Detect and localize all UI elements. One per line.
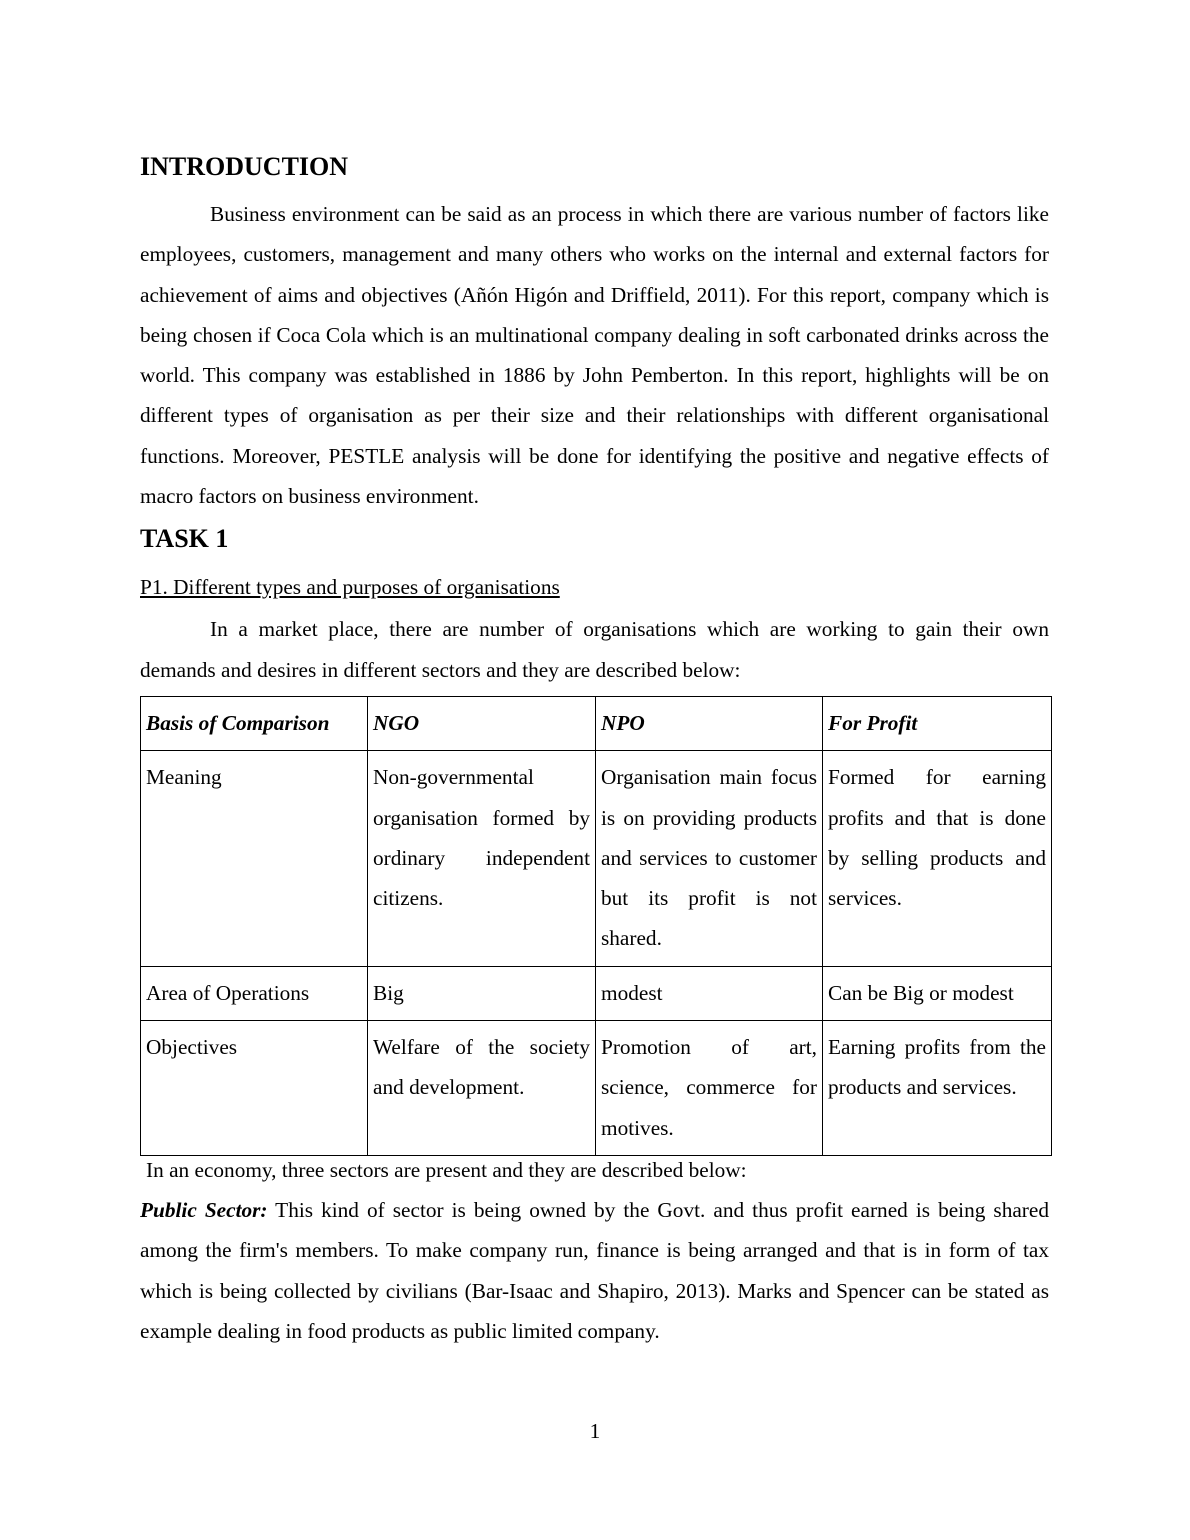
page-number: 1 <box>589 1419 601 1443</box>
document-page <box>140 150 1049 1351</box>
table-cell: Promotion of art, science, commerce for motives. <box>596 1021 823 1156</box>
public-sector-text: This kind of sector is being owned by the Govt. and thus profit earned is being shared among the firm's members. To make company run, finance is being arranged and that is in form of tax which is being collected by civilians (Bar-Isaac and Shapiro, 2013). Marks and Spencer can be stated as example dealing in food products as public limited company. <box>140 1197 1050 1343</box>
public-sector-paragraph <box>140 1190 1049 1351</box>
task1-subheading: P1. Different types and purposes of organisations <box>140 575 560 600</box>
task1-heading: TASK 1 <box>140 524 229 554</box>
introduction-heading: INTRODUCTION <box>140 152 349 181</box>
table-row <box>141 966 1052 1020</box>
table-cell: Earning profits from the products and services. <box>823 1021 1052 1156</box>
table-header-row <box>141 696 1052 750</box>
table-header-cell: NGO <box>368 696 596 750</box>
table-header-cell: NPO <box>596 696 823 750</box>
table-cell: Area of Operations <box>141 966 368 1020</box>
task1-paragraph: In a market place, there are number of organisations which are working to gain their own demands and desires in different sectors and they are described below: <box>140 617 1049 682</box>
table-cell: modest <box>596 966 823 1020</box>
table-cell: Welfare of the society and development. <box>368 1021 596 1156</box>
table-cell: Meaning <box>141 751 368 966</box>
public-sector-label: Public Sector: <box>140 1197 268 1222</box>
sectors-intro: In an economy, three sectors are present and they are described below: <box>146 1157 747 1182</box>
table-cell: Non-governmental organisation formed by ordinary independent citizens. <box>368 751 596 966</box>
table-cell: Big <box>368 966 596 1020</box>
comparison-table <box>140 696 1052 1156</box>
table-cell: Organisation main focus is on providing products and services to customer but its profit is not shared. <box>596 751 823 966</box>
table-cell: Formed for earning profits and that is done by selling products and services. <box>823 751 1052 966</box>
table-cell: Objectives <box>141 1021 368 1156</box>
table-header-cell: For Profit <box>823 696 1052 750</box>
table-row <box>141 1021 1052 1156</box>
table-header-cell: Basis of Comparison <box>141 696 368 750</box>
table-cell: Can be Big or modest <box>823 966 1052 1020</box>
introduction-paragraph: Business environment can be said as an process in which there are various number of factors like employees, customers, management and many others who works on the internal and external factors for achievement of aims and objectives (Añón Higón and Driffield, 2011). For this report, company which is being chosen if Coca Cola which is an multinational company dealing in soft carbonated drinks across the world. This company was established in 1886 by John Pemberton. In this report, highlights will be on different types of organisation as per their size and their relationships with different organisational functions. Moreover, PESTLE analysis will be done for identifying the positive and negative effects of macro factors on business environment. <box>140 202 1049 509</box>
table-row <box>141 751 1052 966</box>
